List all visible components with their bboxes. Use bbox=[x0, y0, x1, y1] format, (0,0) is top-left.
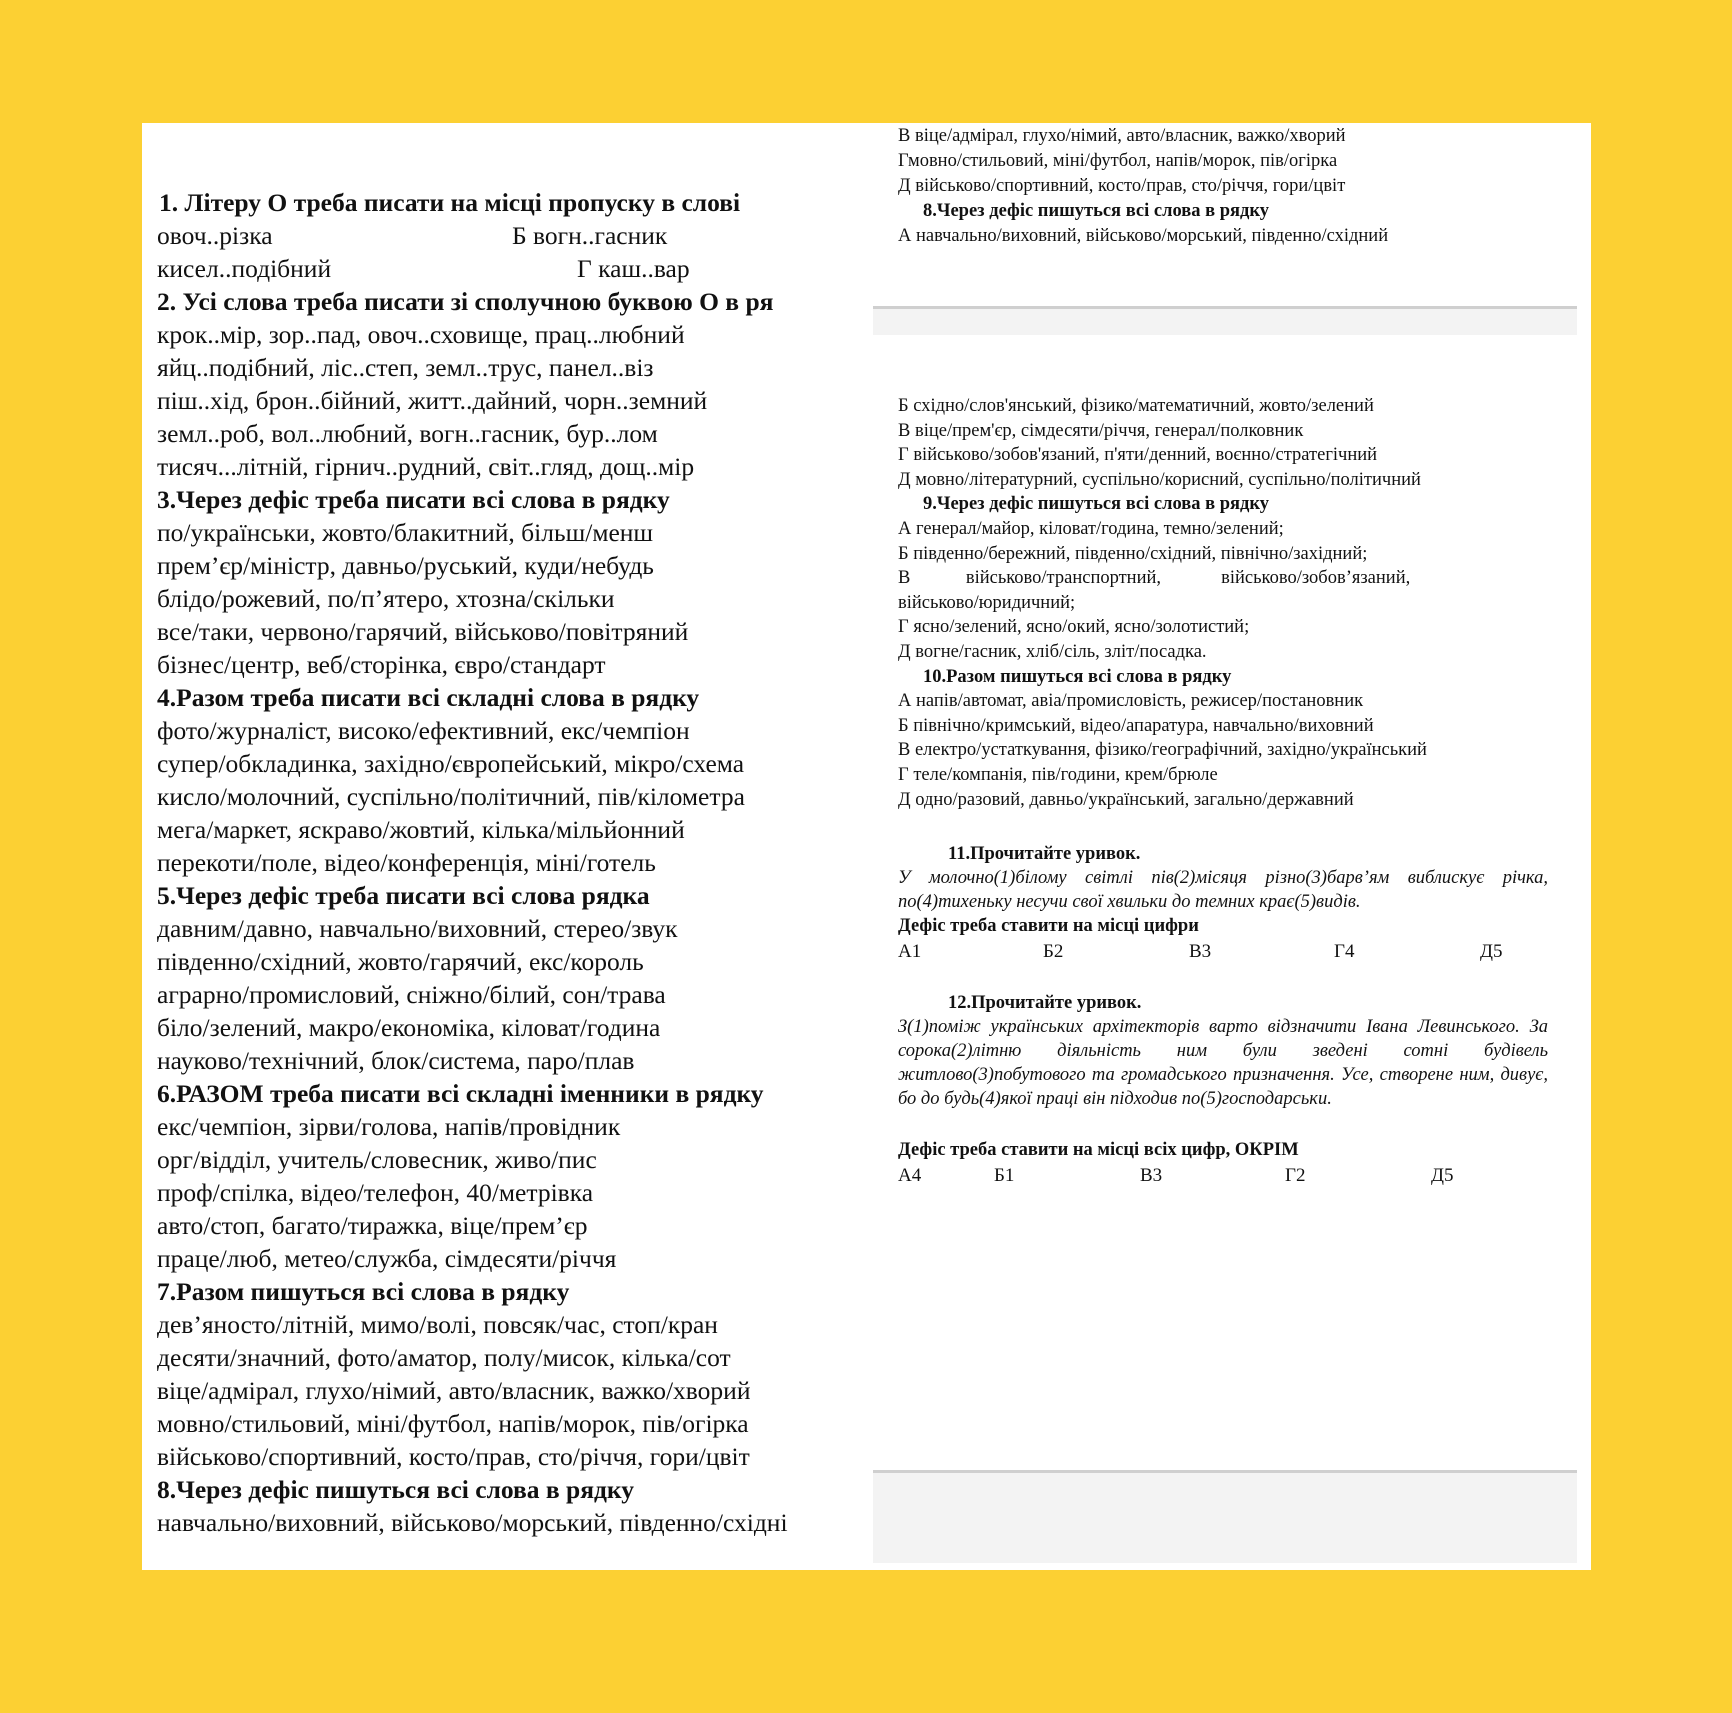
q12-option-a: А4 bbox=[898, 1165, 922, 1186]
question-line: по/українськи, жовто/блакитний, більш/менш bbox=[157, 518, 654, 547]
inline-option: Б вогн..гасник bbox=[512, 221, 668, 250]
question-line: науково/технічний, блок/система, паро/плав bbox=[157, 1046, 635, 1075]
inline-option: Г каш..вар bbox=[577, 254, 690, 283]
question-line: праце/люб, метео/служба, сімдесяти/річчя bbox=[157, 1244, 617, 1273]
q11-option-b: Б2 bbox=[1043, 941, 1064, 962]
answer-option-line: Б північно/кримський, відео/апаратура, навчально/виховний bbox=[898, 715, 1374, 736]
document-sheet bbox=[142, 123, 1591, 1570]
page-gap-top bbox=[873, 306, 1577, 335]
q11-passage: У молочно(1)білому світлі пів(2)місяця різно(3)барв’ям виблискує річка, по(4)тихеньку несучи свої хвильки до темних крає(5)видів. bbox=[898, 868, 1548, 912]
right-page bbox=[873, 123, 1591, 1570]
question-line: віце/адмірал, глухо/німий, авто/власник, важко/хворий bbox=[157, 1376, 751, 1405]
question-heading: 8.Через дефіс пишуться всі слова в рядку bbox=[157, 1475, 634, 1504]
question-heading: 4.Разом треба писати всі складні слова в рядку bbox=[157, 683, 700, 712]
q12-option-b: Б1 bbox=[994, 1165, 1015, 1186]
question-heading: 1. Літеру О треба писати на місці пропуску в слові bbox=[159, 188, 741, 217]
q12-option-e: Д5 bbox=[1431, 1165, 1454, 1186]
question-line: блідо/рожевий, по/п’ятеро, хтозна/скільки bbox=[157, 584, 615, 613]
answer-option-line: Д мовно/літературний, суспільно/корисний, суспільно/політичний bbox=[898, 469, 1421, 490]
question-line: земл..роб, вол..любний, вогн..гасник, бур..лом bbox=[157, 419, 658, 448]
question-line: військово/спортивний, косто/прав, сто/річчя, гори/цвіт bbox=[157, 1442, 750, 1471]
answer-option-line: А навчально/виховний, військово/морський, південно/східний bbox=[898, 226, 1389, 246]
answer-option-line: військово/юридичний; bbox=[898, 592, 1076, 613]
q12-option-c: В3 bbox=[1140, 1165, 1163, 1186]
answer-option-line: Гмовно/стильовий, міні/футбол, напів/морок, пів/огірка bbox=[898, 151, 1338, 171]
question-heading: 7.Разом пишуться всі слова в рядку bbox=[157, 1277, 570, 1306]
answer-option-line: Д військово/спортивний, косто/прав, сто/річчя, гори/цвіт bbox=[898, 176, 1346, 196]
question-line: біло/зелений, макро/економіка, кіловат/година bbox=[157, 1013, 661, 1042]
question-line: прем’єр/міністр, давньо/руський, куди/небудь bbox=[157, 551, 654, 580]
question-line: яйц..подібний, ліс..степ, земл..трус, панел..віз bbox=[157, 353, 654, 382]
answer-option-line: В військово/транспортний, військово/зобов’язаний, bbox=[898, 568, 1411, 589]
answer-option-line: Д одно/разовий, давньо/український, загально/державний bbox=[898, 789, 1354, 810]
answer-option-line: В електро/устаткування, фізико/географічний, західно/український bbox=[898, 740, 1427, 761]
question-line: мега/маркет, яскраво/жовтий, кілька/мільйонний bbox=[157, 815, 685, 844]
q12-passage: З(1)поміж українських архітекторів варто відзначити Івана Левинського. За сорока(2)літню діяльність ним були зведені сотні будівель житлово(3)побутового та громадського призначення. Усе, створене ним, дивує, бо до будь(4)якої праці він підходив по(5)господарськи. bbox=[898, 1017, 1548, 1109]
answer-option-line: Г теле/компанія, пів/години, крем/брюле bbox=[898, 765, 1218, 785]
answer-option-line: Б східно/слов'янський, фізико/математичний, жовто/зелений bbox=[898, 396, 1374, 416]
question-line: аграрно/промисловий, сніжно/білий, сон/трава bbox=[157, 980, 666, 1009]
page-gap-bottom bbox=[873, 1470, 1577, 1563]
q11-options bbox=[898, 940, 1548, 964]
question-heading: 10.Разом пишуться всі слова в рядку bbox=[923, 666, 1232, 687]
q11-title: 11.Прочитайте уривок. bbox=[948, 844, 1141, 864]
question-line: дев’яносто/літній, мимо/волі, повсяк/час, стоп/кран bbox=[157, 1310, 718, 1339]
question-heading: 6.РАЗОМ треба писати всі складні іменники в рядку bbox=[157, 1079, 764, 1108]
q11-option-e: Д5 bbox=[1480, 941, 1503, 962]
question-line: мовно/стильовий, міні/футбол, напів/морок, пів/огірка bbox=[157, 1409, 749, 1438]
q12-option-d: Г2 bbox=[1285, 1165, 1306, 1186]
question-line: авто/стоп, багато/тиражка, віце/прем’єр bbox=[157, 1211, 588, 1240]
question-line: овоч..різка bbox=[157, 221, 273, 250]
q11-option-c: В3 bbox=[1189, 941, 1212, 962]
question-heading: 5.Через дефіс треба писати всі слова рядка bbox=[157, 881, 650, 910]
question-heading: 9.Через дефіс пишуться всі слова в рядку bbox=[923, 494, 1270, 515]
question-line: проф/спілка, відео/телефон, 40/метрівка bbox=[157, 1178, 594, 1207]
q12-title: 12.Прочитайте уривок. bbox=[948, 993, 1142, 1013]
question-line: супер/обкладинка, західно/європейський, мікро/схема bbox=[157, 749, 745, 778]
q12-prompt: Дефіс треба ставити на місці всіх цифр, ОКРІМ bbox=[898, 1140, 1299, 1160]
question-line: тисяч...літній, гірнич..рудний, світ..гляд, дощ..мір bbox=[157, 452, 695, 481]
question-line: південно/східний, жовто/гарячий, екс/король bbox=[157, 947, 644, 976]
answer-option-line: В віце/адмірал, глухо/німий, авто/власник, важко/хворий bbox=[898, 126, 1346, 146]
answer-option-line: Д вогне/гасник, хліб/сіль, зліт/посадка. bbox=[898, 642, 1207, 662]
question-line: перекоти/поле, відео/конференція, міні/готель bbox=[157, 848, 656, 877]
question-line: піш..хід, брон..бійний, житт..дайний, чорн..земний bbox=[157, 386, 708, 415]
answer-option-line: Г військово/зобов'язаний, п'яти/денний, воєнно/стратегічний bbox=[898, 445, 1378, 466]
question-line: екс/чемпіон, зірви/голова, напів/провідник bbox=[157, 1112, 621, 1141]
left-page bbox=[142, 123, 858, 1570]
answer-option-line: Б південно/бережний, південно/східний, північно/західний; bbox=[898, 543, 1368, 564]
question-heading: 8.Через дефіс пишуться всі слова в рядку bbox=[923, 201, 1270, 221]
question-line: фото/журналіст, високо/ефективний, екс/чемпіон bbox=[157, 716, 690, 745]
answer-option-line: А напів/автомат, авіа/промисловість, режисер/постановник bbox=[898, 691, 1364, 712]
question-line: крок..мір, зор..пад, овоч..сховище, прац..любний bbox=[157, 320, 685, 349]
question-line: бізнес/центр, веб/сторінка, євро/стандарт bbox=[157, 650, 606, 679]
question-heading: 2. Усі слова треба писати зі сполучною буквою О в ря bbox=[157, 287, 774, 316]
question-line: кисел..подібний bbox=[157, 254, 332, 283]
question-line: десяти/значний, фото/аматор, полу/мисок, кілька/сот bbox=[157, 1343, 731, 1372]
q12-options bbox=[898, 1164, 1548, 1188]
answer-option-line: А генерал/майор, кіловат/година, темно/зелений; bbox=[898, 519, 1284, 539]
answer-option-line: В віце/прем'єр, сімдесяти/річчя, генерал/полковник bbox=[898, 420, 1304, 441]
q11-option-d: Г4 bbox=[1334, 941, 1355, 962]
answer-option-line: Г ясно/зелений, ясно/окий, ясно/золотистий; bbox=[898, 617, 1250, 638]
q11-prompt: Дефіс треба ставити на місці цифри bbox=[898, 916, 1199, 936]
question-line: навчально/виховний, військово/морський, південно/східні bbox=[157, 1508, 788, 1537]
question-line: давним/давно, навчально/виховний, стерео/звук bbox=[157, 914, 678, 943]
question-line: все/таки, червоно/гарячий, військово/повітряний bbox=[157, 617, 689, 646]
q11-option-a: А1 bbox=[898, 941, 922, 962]
question-line: кисло/молочний, суспільно/політичний, пів/кілометра bbox=[157, 782, 745, 811]
question-line: орг/відділ, учитель/словесник, живо/пис bbox=[157, 1145, 597, 1174]
question-heading: 3.Через дефіс треба писати всі слова в рядку bbox=[157, 485, 670, 514]
